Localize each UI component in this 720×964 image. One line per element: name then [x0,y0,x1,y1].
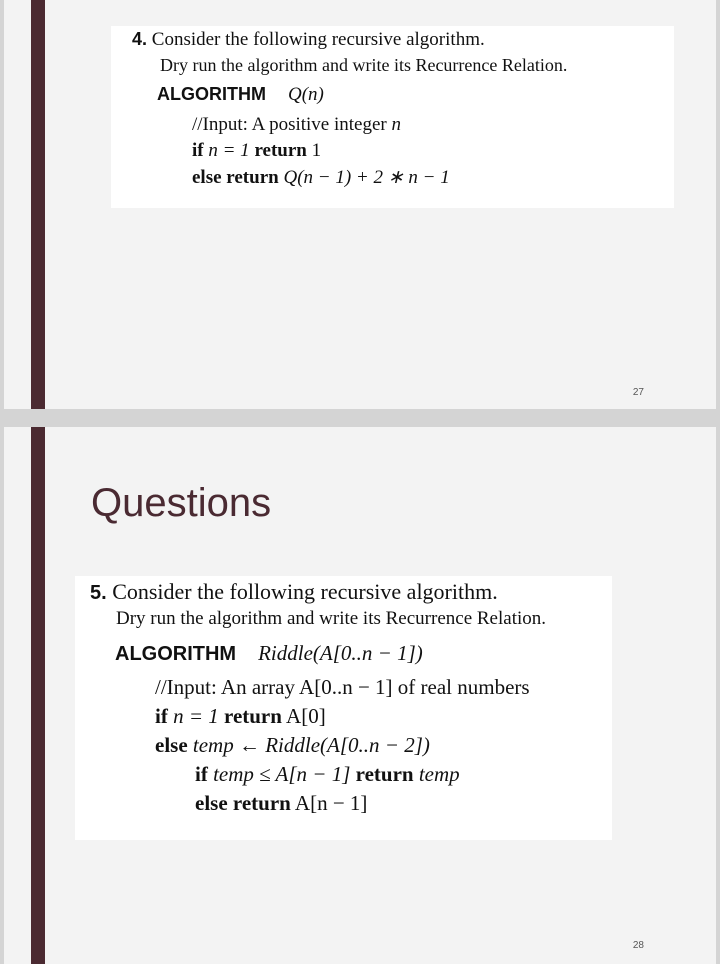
question-title: 4. Consider the following recursive algorithm. [132,29,485,50]
code-line-input: //Input: A positive integer n [192,114,401,135]
code-line-if: if n = 1 return 1 [192,140,322,161]
slide-27 [4,0,716,409]
question-subtitle: Dry run the algorithm and write its Recurrence Relation. [116,608,547,629]
slide-accent-bar [31,427,45,964]
code-line-inner-else: else return A[n − 1] [195,791,368,815]
question-subtitle: Dry run the algorithm and write its Recurrence Relation. [160,55,568,75]
slide-28 [4,427,716,964]
algorithm-header: ALGORITHM Riddle(A[0..n − 1]) [115,641,423,665]
slide-heading: Questions [91,481,272,525]
slide-number: 27 [632,387,644,398]
code-line-else: else temp ← Riddle(A[0..n − 2]) [155,733,430,757]
question-4-box [111,26,674,208]
code-line-input: //Input: An array A[0..n − 1] of real numbers [155,675,530,699]
code-line-inner-if: if temp ≤ A[n − 1] return temp [195,762,460,786]
question-5-box [75,576,612,840]
question-title: 5. Consider the following recursive algorithm. [90,579,498,604]
slide-accent-bar [31,0,45,409]
slide-number: 28 [632,940,644,951]
algorithm-header: ALGORITHM Q(n) [157,84,324,105]
code-line-else: else return Q(n − 1) + 2 ∗ n − 1 [192,167,450,188]
code-line-if: if n = 1 return A[0] [155,704,326,728]
